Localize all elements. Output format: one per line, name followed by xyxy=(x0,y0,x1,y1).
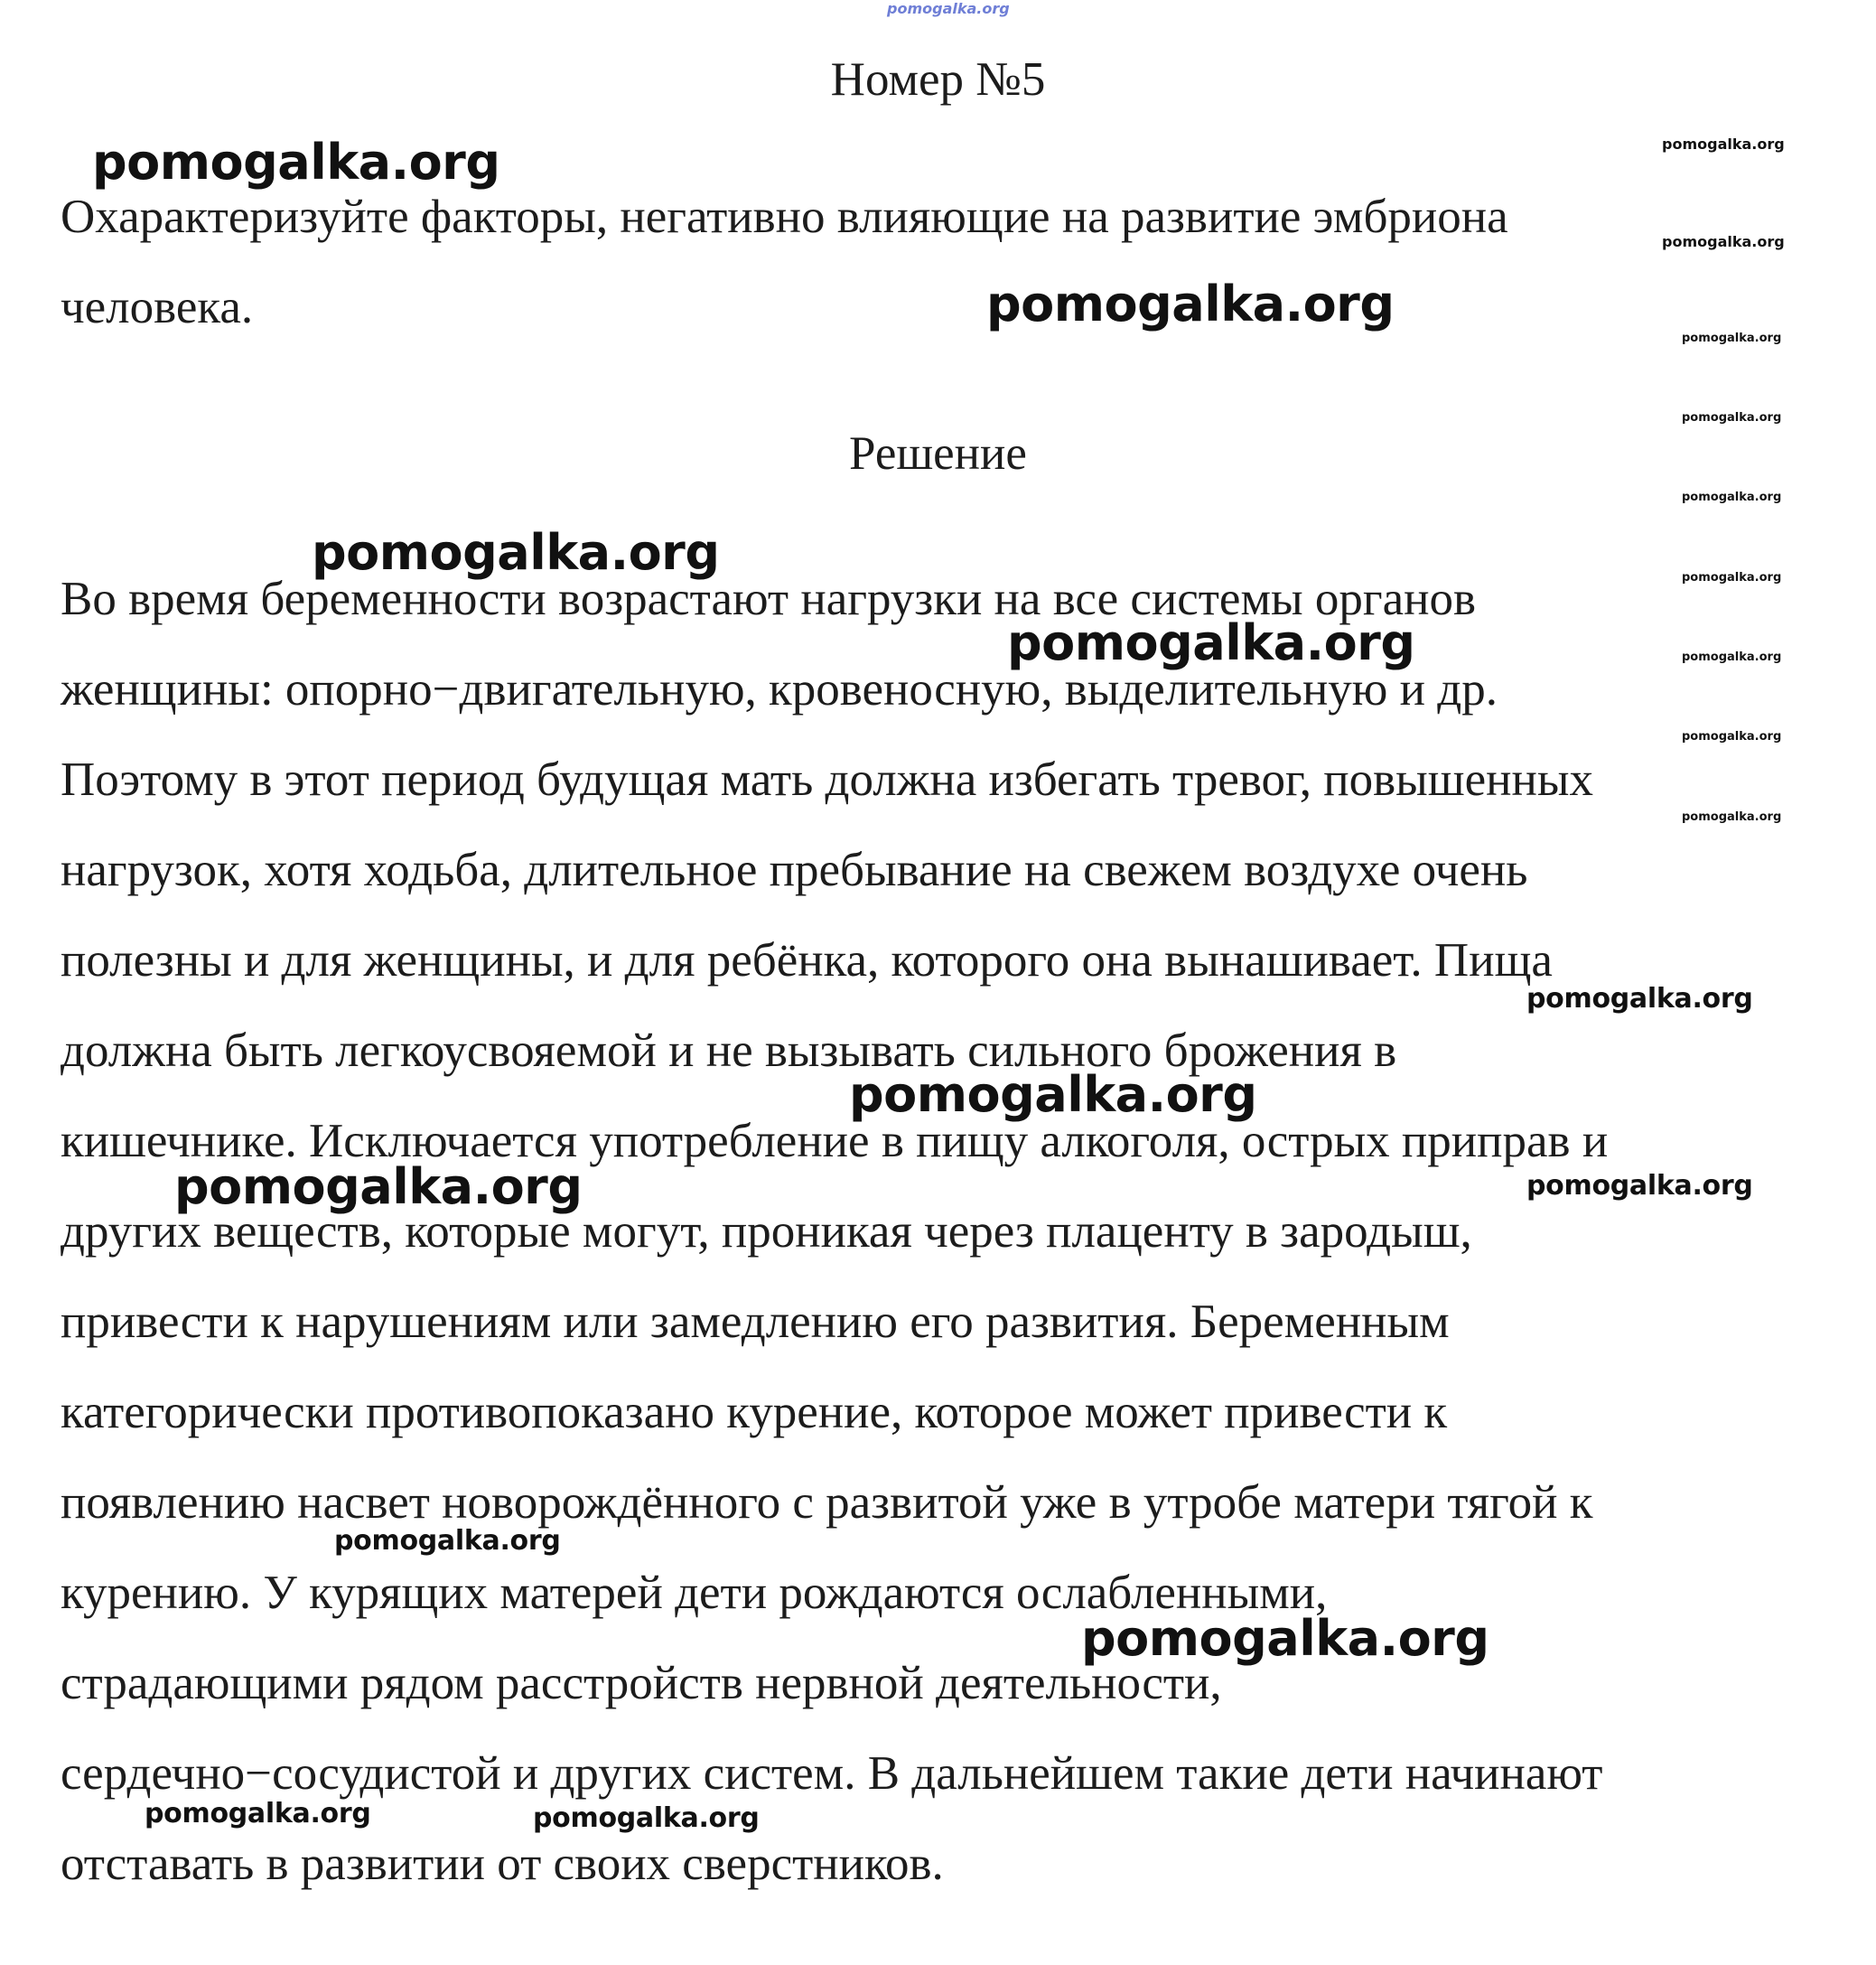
watermark: pomogalka.org xyxy=(1682,810,1782,824)
watermark: pomogalka.org xyxy=(92,134,500,191)
answer-line: Поэтому в этот период будущая мать должна избегать тревог, повышенных xyxy=(61,753,1593,806)
answer-line: страдающими рядом расстройств нервной деятельности, xyxy=(61,1657,1222,1709)
answer-line: других веществ, которые могут, проникая через плаценту в зародыш, xyxy=(61,1205,1472,1258)
answer-line: сердечно−сосудистой и других систем. В дальнейшем такие дети начинают xyxy=(61,1747,1603,1800)
answer-line: категорически противопоказано курение, которое может привести к xyxy=(61,1386,1448,1438)
watermark: pomogalka.org xyxy=(1682,332,1782,345)
answer-line: привести к нарушениям или замедлению его развития. Беременным xyxy=(61,1296,1450,1348)
watermark: pomogalka.org xyxy=(1682,571,1782,585)
answer-line: кишечнике. Исключается употребление в пищу алкоголя, острых приправ и xyxy=(61,1115,1609,1167)
watermark: pomogalka.org xyxy=(145,1798,371,1829)
watermark: pomogalka.org xyxy=(1682,411,1782,425)
answer-line: нагрузок, хотя ходьба, длительное пребывание на свежем воздухе очень xyxy=(61,844,1528,896)
watermark: pomogalka.org xyxy=(986,276,1395,332)
answer-line: женщины: опорно−двигательную, кровеносную, выделительную и др. xyxy=(61,663,1498,716)
watermark: pomogalka.org xyxy=(1682,730,1782,744)
watermark: pomogalka.org xyxy=(1526,1170,1753,1202)
watermark: pomogalka.org xyxy=(1662,136,1785,153)
answer-line: Во время беременности возрастают нагрузки на все системы органов xyxy=(61,573,1476,625)
answer-line: курению. У курящих матерей дети рождаются ослабленными, xyxy=(61,1567,1328,1619)
watermark: pomogalka.org xyxy=(1682,650,1782,664)
answer-line: появлению насвет новорождённого с развитой уже в утробе матери тягой к xyxy=(61,1476,1593,1529)
watermark: pomogalka.org xyxy=(334,1525,561,1557)
solution-heading: Решение xyxy=(849,427,1027,480)
answer-line: должна быть легкоусвояемой и не вызывать сильного брожения в xyxy=(61,1025,1397,1077)
watermark: pomogalka.org xyxy=(533,1802,760,1834)
watermark: pomogalka.org xyxy=(1682,491,1782,504)
watermark: pomogalka.org xyxy=(849,1066,1257,1123)
answer-line: полезны и для женщины, и для ребёнка, которого она вынашивает. Пища xyxy=(61,934,1553,987)
watermark: pomogalka.org xyxy=(312,524,720,581)
watermark: pomogalka.org xyxy=(1526,983,1753,1015)
watermark: pomogalka.org xyxy=(174,1158,583,1215)
question-line: Охарактеризуйте факторы, негативно влияющие на развитие эмбриона xyxy=(61,191,1508,243)
question-line: человека. xyxy=(61,281,254,333)
watermark: pomogalka.org xyxy=(1081,1610,1489,1667)
watermark: pomogalka.org xyxy=(1007,614,1415,671)
answer-line: отставать в развитии от своих сверстников. xyxy=(61,1838,944,1890)
page-title: Номер №5 xyxy=(830,53,1046,106)
watermark-top: pomogalka.org xyxy=(887,0,1010,17)
watermark: pomogalka.org xyxy=(1662,233,1785,250)
